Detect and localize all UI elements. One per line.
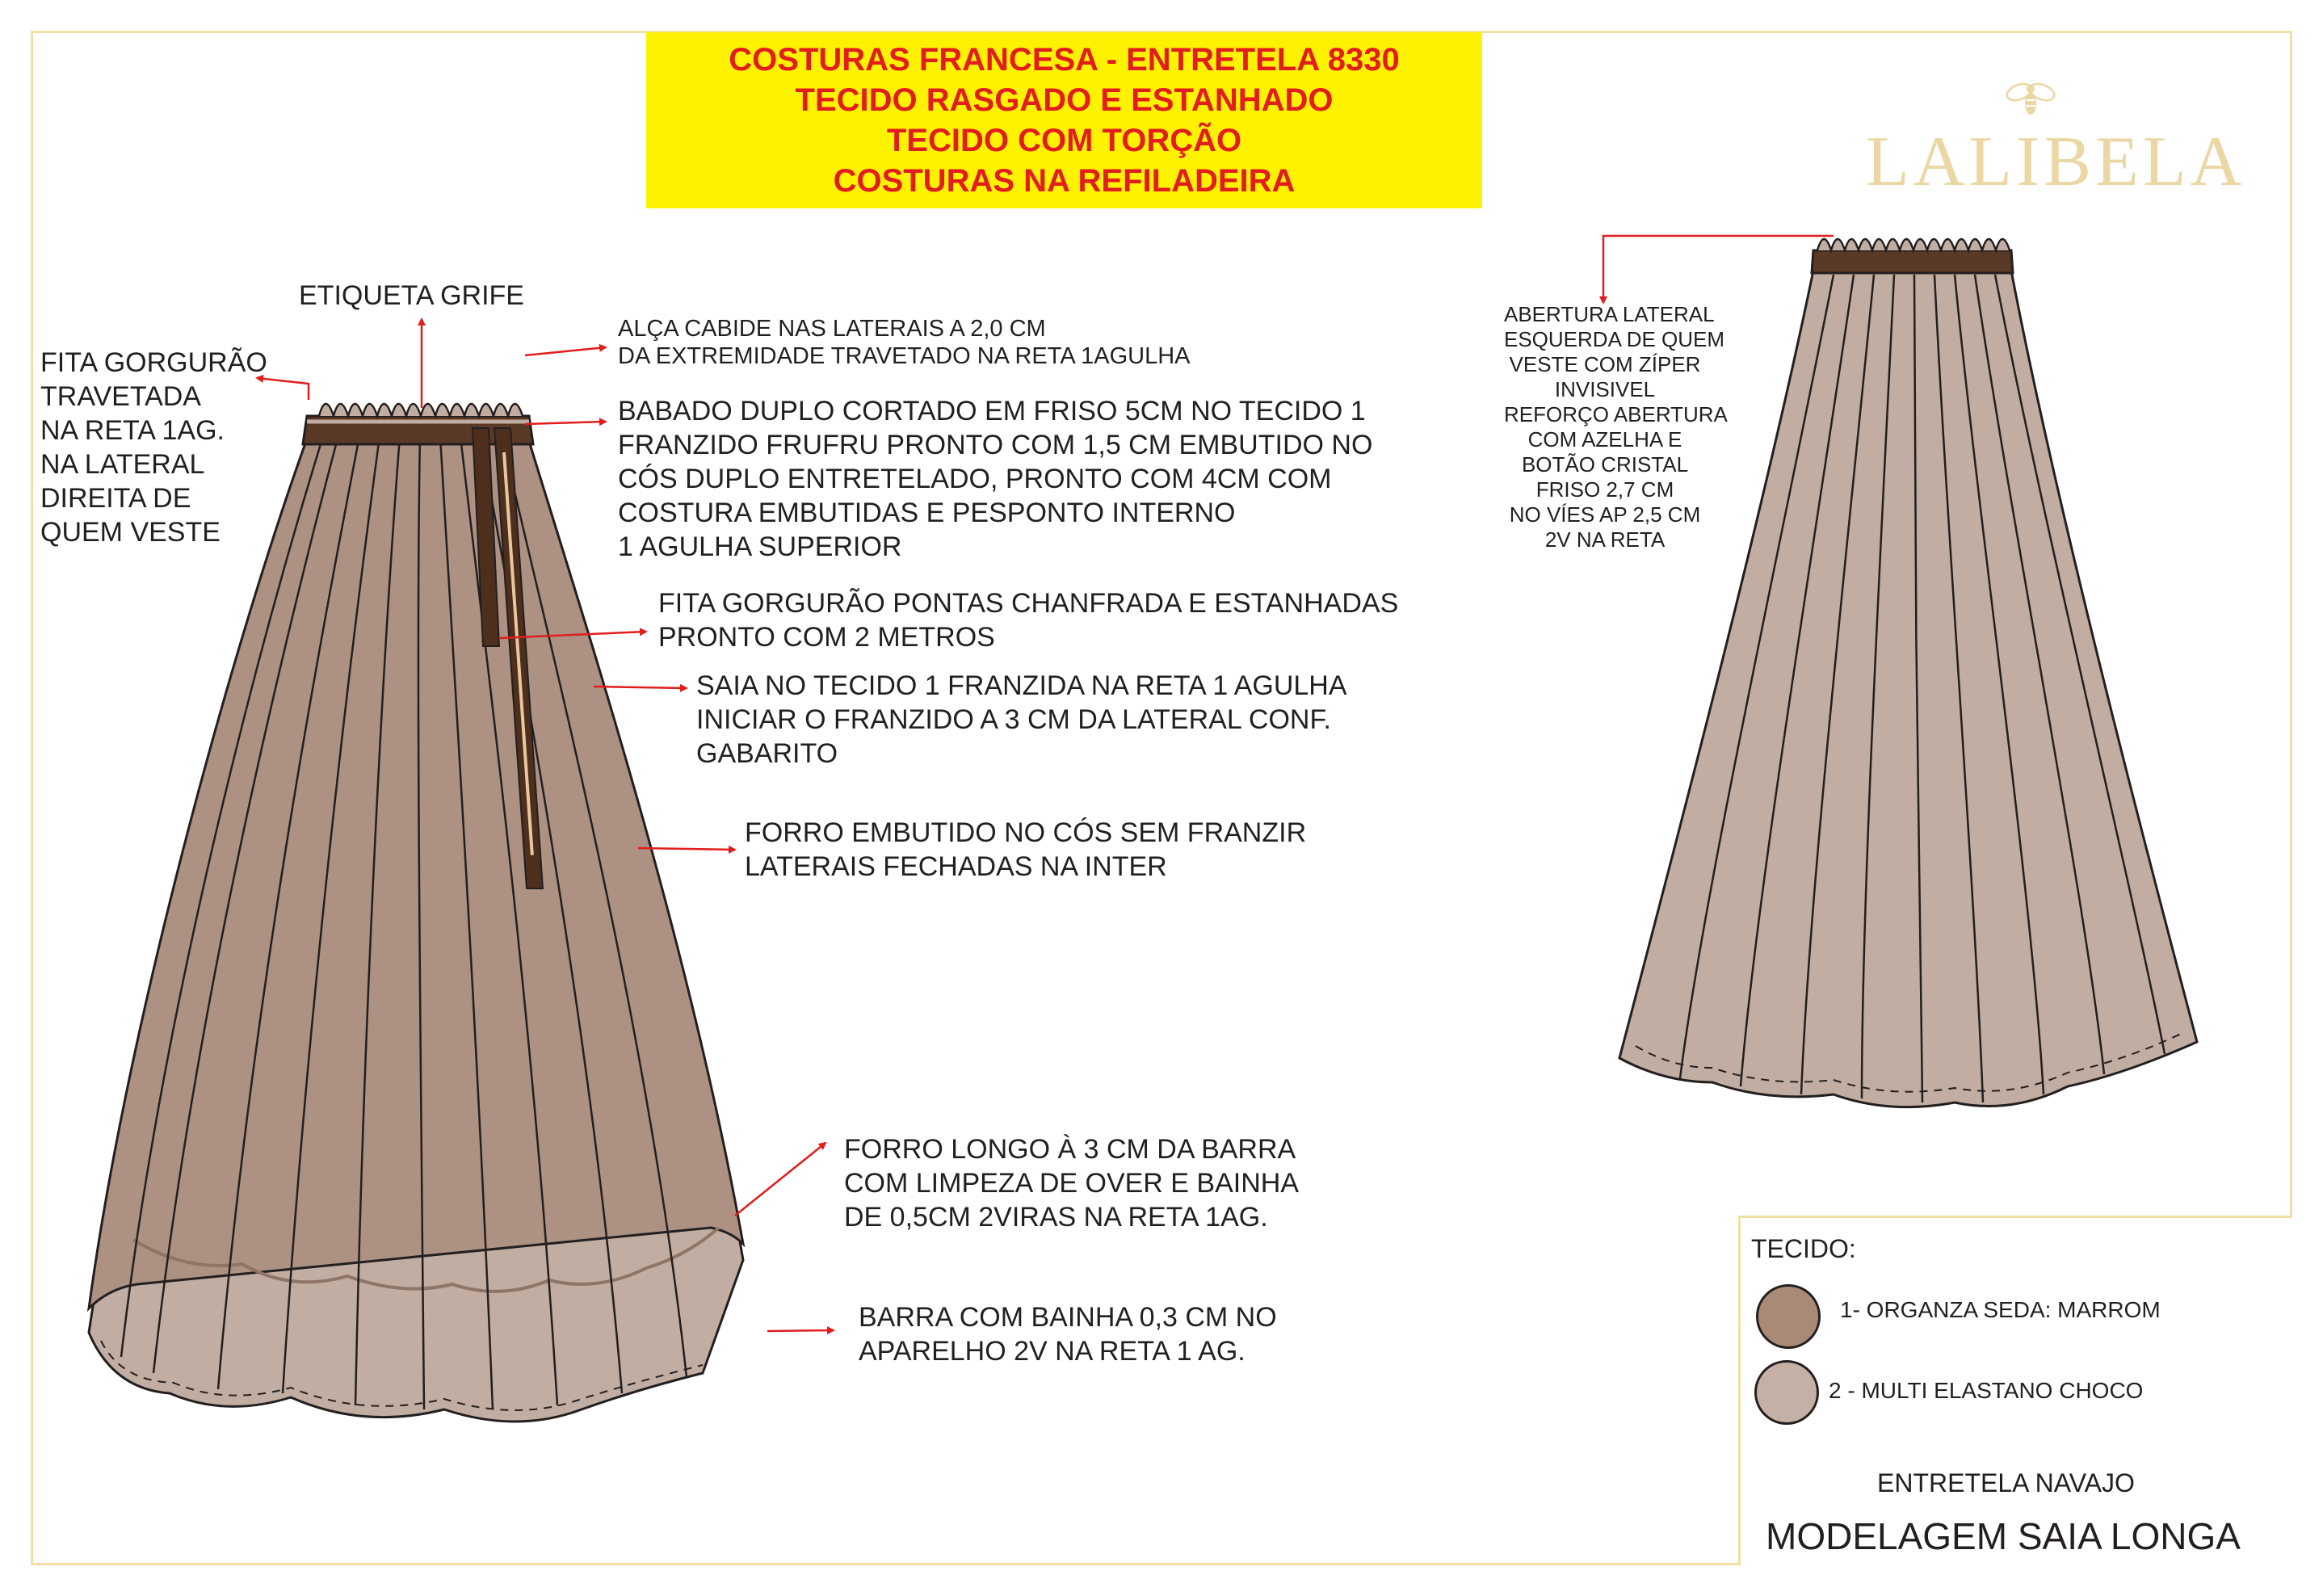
note-lining-hem: FORRO LONGO À 3 CM DA BARRA COM LIMPEZA DE OVER E BAINHA DE 0,5CM 2VIRAS NA RETA 1AG.	[844, 1134, 1300, 1233]
back-skirt	[1619, 239, 2197, 1107]
note-ruffle: BABADO DUPLO CORTADO EM FRISO 5CM NO TECIDO 1 FRANZIDO FRUFRU PRONTO COM 1,5 CM EMBUTIDO NO CÓS DUPLO ENTRETELADO, PRONTO COM 4CM COM COSTURA EMBUTIDAS E PESPONTO INTERNO 1 AGULHA SUPERIOR	[618, 396, 1373, 562]
arrow-lining-hem	[735, 1143, 825, 1216]
note-ribbon-side: FITA GORGURÃO TRAVETADA NA RETA 1AG. NA LATERAL DIREITA DE QUEM VESTE	[40, 347, 267, 548]
banner-line-4: COSTURAS NA REFILADEIRA	[833, 163, 1296, 199]
fabric-swatch-1	[1756, 1284, 1821, 1349]
banner-line-2: TECIDO RASGADO E ESTANHADO	[795, 82, 1334, 118]
fabric-swatch-2	[1754, 1360, 1819, 1425]
legend-title: TECIDO:	[1751, 1234, 1856, 1263]
back-skirt-body	[1619, 271, 2197, 1107]
note-lining-waist: FORRO EMBUTIDO NO CÓS SEM FRANZIR LATERAIS FECHADAS NA INTER	[745, 817, 1307, 882]
note-hanger-loop: ALÇA CABIDE NAS LATERAIS A 2,0 CM DA EXTREMIDADE TRAVETADO NA RETA 1AGULHA	[618, 316, 1191, 369]
arrow-ruffle	[525, 422, 606, 424]
brand-logo: LALIBELA	[1866, 123, 2246, 201]
arrow-hem	[767, 1330, 834, 1331]
back-ruffle	[1817, 239, 2010, 250]
note-skirt-body: SAIA NO TECIDO 1 FRANZIDA NA RETA 1 AGULHA INICIAR O FRANZIDO A 3 CM DA LATERAL CONF. GABARITO	[696, 670, 1347, 769]
arrow-skirt-body	[594, 687, 687, 688]
fabric-label-2: 2 - MULTI ELASTANO CHOCO	[1829, 1378, 2144, 1403]
note-side-opening: ABERTURA LATERAL ESQUERDA DE QUEM VESTE COM ZÍPER INVISIVEL REFORÇO ABERTURA COM AZELHA E BOTÃO CRISTAL FRISO 2,7 CM NO VÍES AP 2,5 CM 2V NA RETA	[1504, 302, 1728, 552]
arrow-side-opening	[1603, 236, 1834, 303]
note-label-tag: ETIQUETA GRIFE	[299, 280, 524, 311]
banner-line-1: COSTURAS FRANCESA - ENTRETELA 8330	[729, 42, 1400, 78]
back-waistband	[1812, 250, 2013, 273]
note-hem: BARRA COM BAINHA 0,3 CM NO APARELHO 2V NA RETA 1 AG.	[859, 1302, 1277, 1367]
arrow-hanger-loop	[525, 347, 606, 355]
banner-line-3: TECIDO COM TORÇÃO	[886, 123, 1242, 158]
fabric-label-1: 1- ORGANZA SEDA: MARROM	[1840, 1297, 2161, 1322]
model-name: MODELAGEM SAIA LONGA	[1766, 1515, 2241, 1557]
note-ribbon-tie: FITA GORGURÃO PONTAS CHANFRADA E ESTANHADAS PRONTO COM 2 METROS	[658, 588, 1399, 653]
interfacing-label: ENTRETELA NAVAJO	[1877, 1468, 2135, 1497]
